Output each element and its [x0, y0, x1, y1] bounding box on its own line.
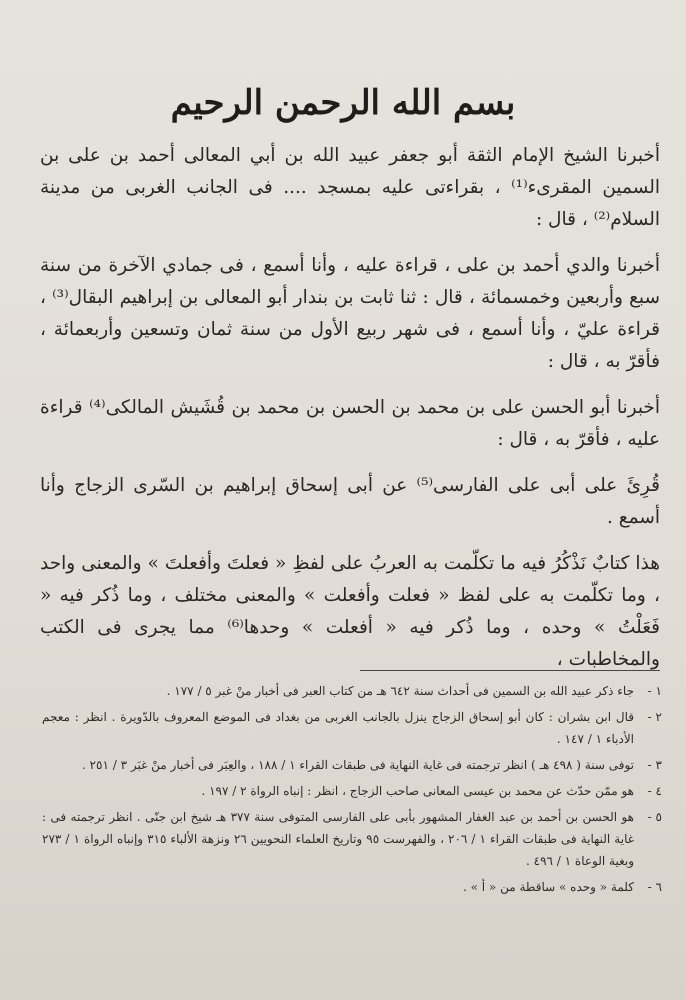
footnote [42, 680, 662, 702]
footnote-text: هو ممّن حدّث عن محمد بن عيسى المعانى صاحب الزجاج ، انظر : إنباه الرواة ٢ / ١٩٧ . [201, 784, 634, 798]
footnote [42, 754, 662, 776]
footnote-text: جاء ذكر عبيد الله بن السمين فى أحداث سنة ٦٤٢ هـ من كتاب العبر فى أخبار منْ غبر ٥ / ١٧٧ . [166, 684, 634, 698]
footnote-number: ٤ - [647, 784, 662, 798]
footnote-text: توفى سنة ( ٤٩٨ هـ ) انظر ترجمته فى غاية النهاية فى طبقات القراء ١ / ١٨٨ ، والعِبَر فى أخبار منْ غبَر ٣ / ٢٥١ . [81, 758, 634, 772]
paragraph: هذا كتابٌ نَذْكُرُ فيه ما تكلّمت به العربُ على لفظِ « فعلتَ وأفعلتَ » والمعنى واحد ، وما تكلّمت به على لفظ « فعلت وأفعلت » والمعنى مختلف ، وما ذُكر فيه « فَعَلْتُ » وحده ، وما ذُكر فيه « أفعلت » وحدها⁽⁶⁾ مما يجرى فى الكتب والمخاطبات ، [40, 553, 660, 670]
footnote [42, 706, 662, 750]
footnote-number: ٥ - [647, 810, 662, 824]
footnote-text: قال ابن بشران : كان أبو إسحاق الزجاج ينزل بالجانب الغربى من بغداد فى الموضع المعروف بالدّويرة . انظر : معجم الأدباء ١ / ١٤٧ . [42, 710, 634, 746]
main-text [40, 140, 660, 690]
footnote-number: ٦ - [647, 880, 662, 894]
footnote-text: هو الحسن بن أحمد بن عبد الغفار المشهور بأبى على الفارسى المتوفى سنة ٣٧٧ هـ شيخ ابن جنّى . انظر ترجمته فى : غاية النهاية فى طبقات القراء ١ / ٢٠٦ ، والفهرست ٩٥ وتاريخ العلماء النحويين ٢٦ ونزهة الألباء ٣١٥ وإنباه الرواة ١ / ٢٧٣ وبغية الوعاة ١ / ٤٩٦ . [42, 810, 635, 868]
footnote [42, 780, 662, 802]
basmala-heading: بسم الله الرحمن الرحيم [170, 83, 516, 123]
paragraph: أخبرنا والدي أحمد بن على ، قراءة عليه ، وأنا أسمع ، فى جمادي الآخرة من سنة سبع وأربعين وخمسمائة ، قال : ثنا ثابت بن بندار أبو المعالى بن إبراهيم البقال⁽³⁾ ، قراءة عليّ ، وأنا أسمع ، فى شهر ربيع الأول من سنة ثمان وتسعين وأربعمائة ، فأقرّ به ، قال : [40, 255, 660, 372]
footnotes [42, 680, 662, 902]
footnote-number: ٢ - [647, 710, 662, 724]
footnote [42, 806, 662, 872]
footnote [42, 876, 662, 898]
footnote-text: كلمة « وحده » ساقطة من « أ » . [463, 880, 634, 894]
footnote-number: ١ - [647, 684, 662, 698]
paragraph: قُرِئَ على أبى على الفارسى⁽⁵⁾ عن أبى إسحاق إبراهيم بن السّرى الزجاج وأنا أسمع . [40, 475, 660, 528]
paragraph: أخبرنا أبو الحسن على بن محمد بن الحسن بن محمد بن قُشَيش المالكى⁽⁴⁾ قراءة عليه ، فأقرّ به ، قال : [40, 397, 660, 450]
footnote-number: ٣ - [647, 758, 662, 772]
footnote-divider [360, 670, 660, 671]
paragraph: أخبرنا الشيخ الإمام الثقة أبو جعفر عبيد الله بن أبي المعالى أحمد بن على بن السمين المقرىء⁽¹⁾ ، بقراءتى عليه بمسجد .... فى الجانب الغربى من مدينة السلام⁽²⁾ ، قال : [40, 145, 660, 230]
